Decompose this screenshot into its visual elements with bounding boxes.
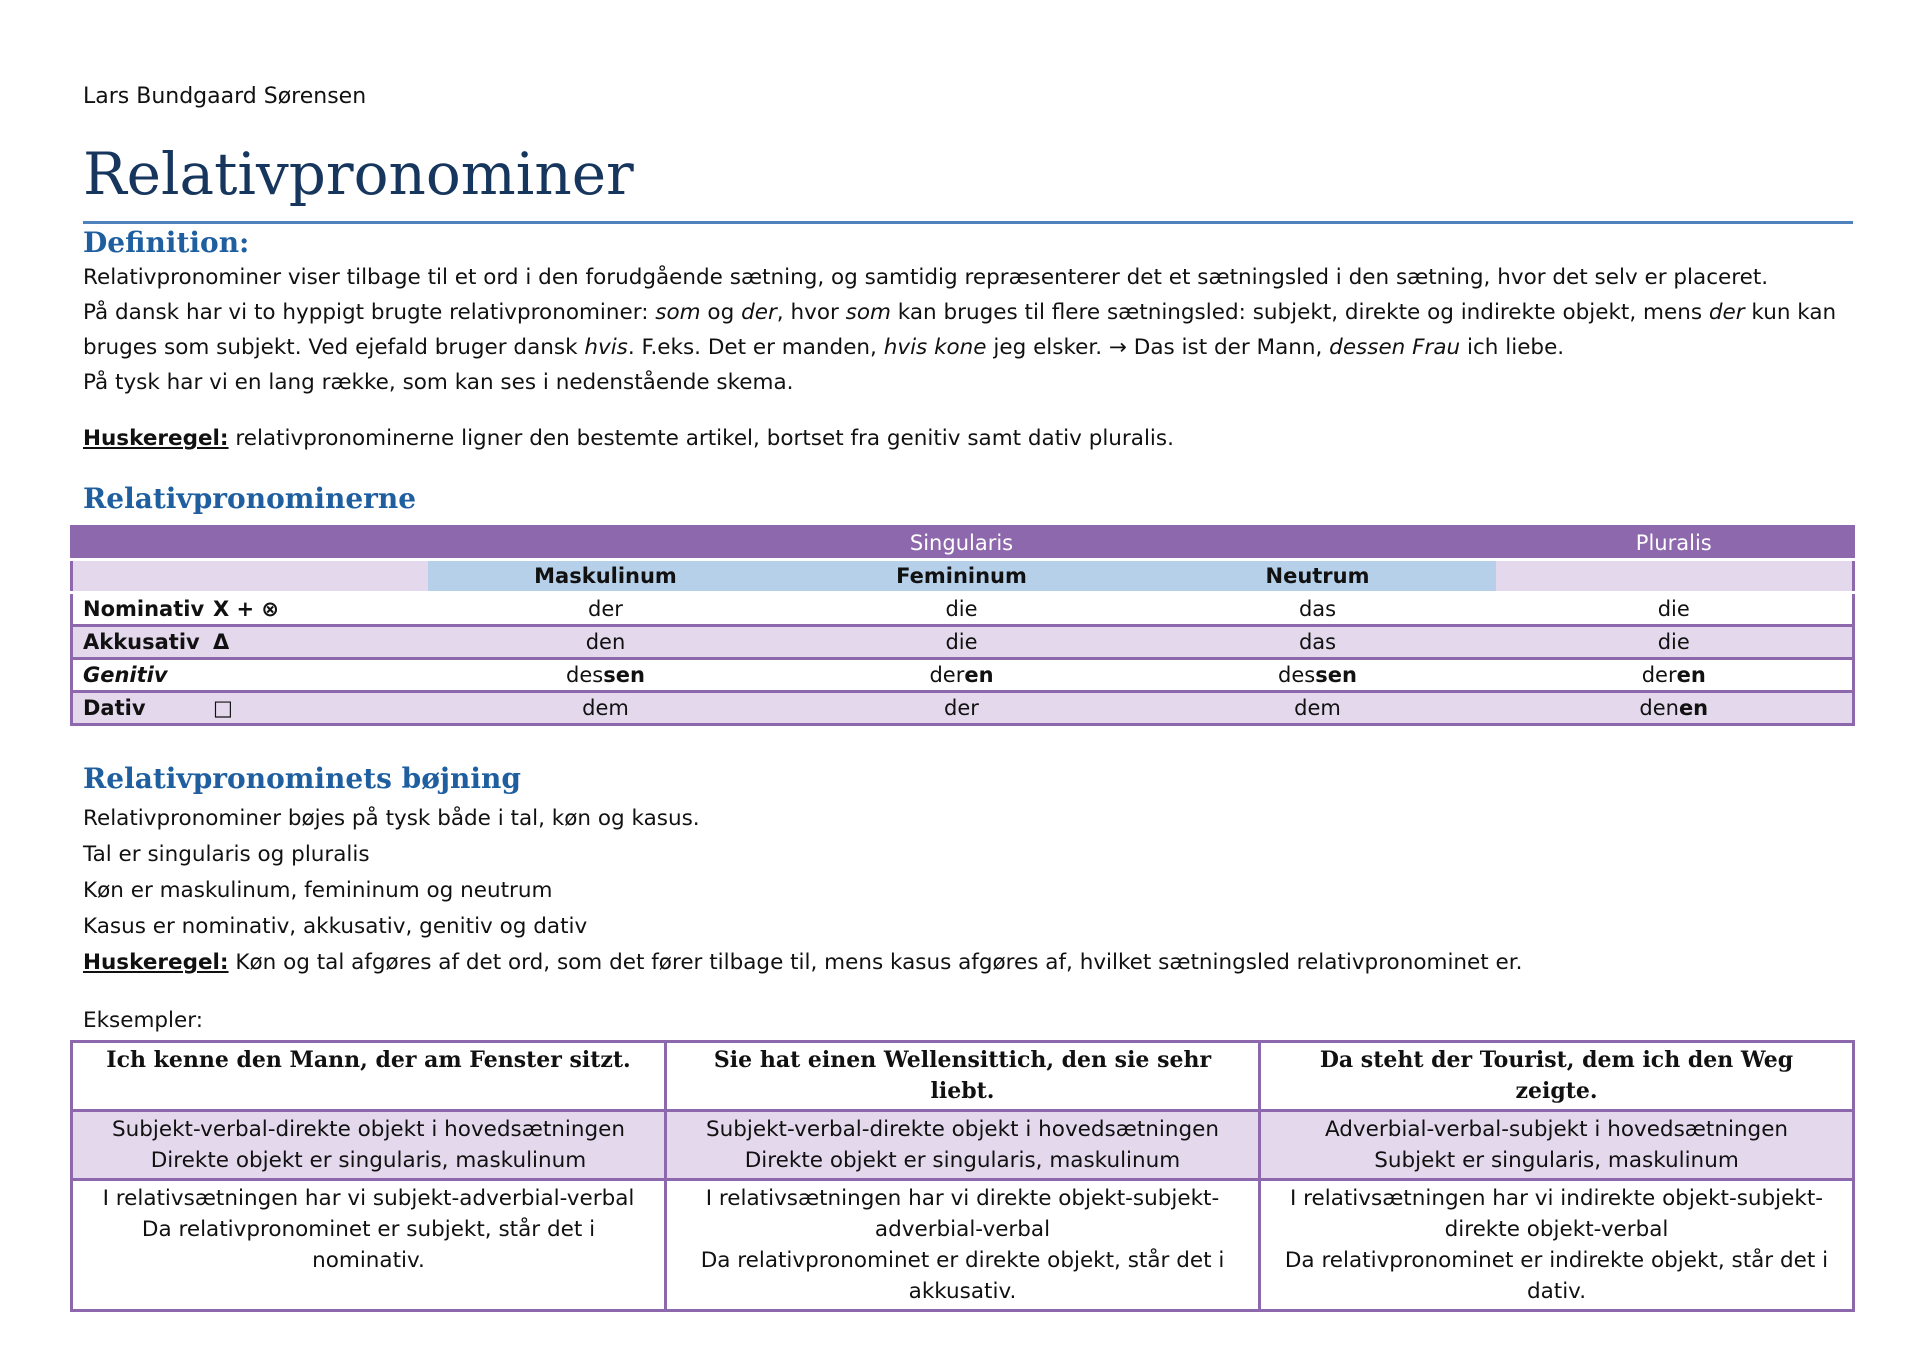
inflection-rule: Huskeregel: Køn og tal afgøres af det ord, som det fører tilbage til, mens kasus afgøres af, hvilket sætningsled relativpronominet er. [83,950,1523,975]
table-cell: denen [1496,692,1854,725]
gender-header-row [72,560,1854,593]
table1-heading: Relativpronominerne [83,482,417,515]
inflection-line: Tal er singularis og pluralis [83,842,370,867]
gender-header: Maskulinum [428,560,784,593]
rule-label: Huskeregel: [83,426,229,451]
table-row [72,626,1854,659]
page-title: Relativpronominer [83,140,634,208]
examples-header-row [72,1042,1854,1111]
case-label: Akkusativ Δ [72,626,428,659]
author-name: Lars Bundgaard Sørensen [83,84,367,109]
pluralis-header: Pluralis [1496,527,1854,560]
definition-line: På tysk har vi en lang række, som kan ses i nedenstående skema. [83,370,794,395]
table-cell: den [428,626,784,659]
table-cell: die [784,593,1140,626]
inflection-line: Kasus er nominativ, akkusativ, genitiv og dativ [83,914,588,939]
inflection-line: Relativpronominer bøjes på tysk både i tal, køn og kasus. [83,806,700,831]
table-cell: dem [428,692,784,725]
example-explanation: I relativsætningen har vi direkte objekt-subjekt-adverbial-verbal Da relativpronominet er direkte objekt, står det i akkusativ. [666,1180,1260,1311]
definition-text [83,260,1863,400]
example-analysis: Subjekt-verbal-direkte objekt i hovedsætningen Direkte objekt er singularis, maskulinum [72,1111,666,1180]
example-analysis: Subjekt-verbal-direkte objekt i hovedsætningen Direkte objekt er singularis, maskulinum [666,1111,1260,1180]
rule-label: Huskeregel: [83,950,229,975]
table-cell: dem [1140,692,1496,725]
examples-table [70,1040,1855,1312]
table-row [72,692,1854,725]
definition-line: Relativpronominer viser tilbage til et ord i den forudgående sætning, og samtidig repræsenterer det et sætningsled i den sætning, hvor det selv er placeret. [83,265,1769,290]
table-cell: dessen [428,659,784,692]
inflection-text [83,801,1863,981]
table1-header-row [72,527,1854,560]
table-row [72,593,1854,626]
singularis-header: Singularis [428,527,1496,560]
example-sentence: Ich kenne den Mann, der am Fenster sitzt. [72,1042,666,1111]
main-clause-row [72,1111,1854,1180]
example-explanation: I relativsætningen har vi subjekt-adverbial-verbal Da relativpronominet er subjekt, står det i nominativ. [72,1180,666,1311]
table-cell: das [1140,626,1496,659]
table-cell: die [1496,626,1854,659]
gender-header: Neutrum [1140,560,1496,593]
table-cell: der [428,593,784,626]
example-sentence: Sie hat einen Wellensittich, den sie sehr liebt. [666,1042,1260,1111]
relative-clause-row [72,1180,1854,1311]
example-analysis: Adverbial-verbal-subjekt i hovedsætningen Subjekt er singularis, maskulinum [1260,1111,1854,1180]
case-label: Dativ □ [72,692,428,725]
definition-rule: Huskeregel: relativpronominerne ligner den bestemte artikel, bortset fra genitiv samt dativ pluralis. [83,426,1174,451]
case-label: Nominativ X + ⊗ [72,593,428,626]
title-divider [83,221,1853,224]
table-cell: der [784,692,1140,725]
example-sentence: Da steht der Tourist, dem ich den Weg zeigte. [1260,1042,1854,1111]
table-cell: deren [784,659,1140,692]
gender-header: Femininum [784,560,1140,593]
table-cell: deren [1496,659,1854,692]
table-cell: dessen [1140,659,1496,692]
inflection-heading: Relativpronominets bøjning [83,762,521,795]
table-cell: die [1496,593,1854,626]
relative-pronoun-table [70,525,1855,726]
definition-heading: Definition: [83,226,250,259]
case-label: Genitiv [72,659,428,692]
table-cell: die [784,626,1140,659]
examples-label: Eksempler: [83,1008,203,1033]
table-cell: das [1140,593,1496,626]
definition-line: På dansk har vi to hyppigt brugte relativpronominer: som og der, hvor som kan bruges til flere sætningsled: subjekt, direkte og indirekte objekt, mens der kun kan bruges som subjekt. Ved ejefald bruger dansk hvis. F.eks. Det er manden, hvis kone jeg elsker. → Das ist der Mann, dessen Frau ich liebe. [83,300,1837,360]
table-row [72,659,1854,692]
example-explanation: I relativsætningen har vi indirekte objekt-subjekt-direkte objekt-verbal Da relativpronominet er indirekte objekt, står det i dativ. [1260,1180,1854,1311]
inflection-line: Køn er maskulinum, femininum og neutrum [83,878,553,903]
